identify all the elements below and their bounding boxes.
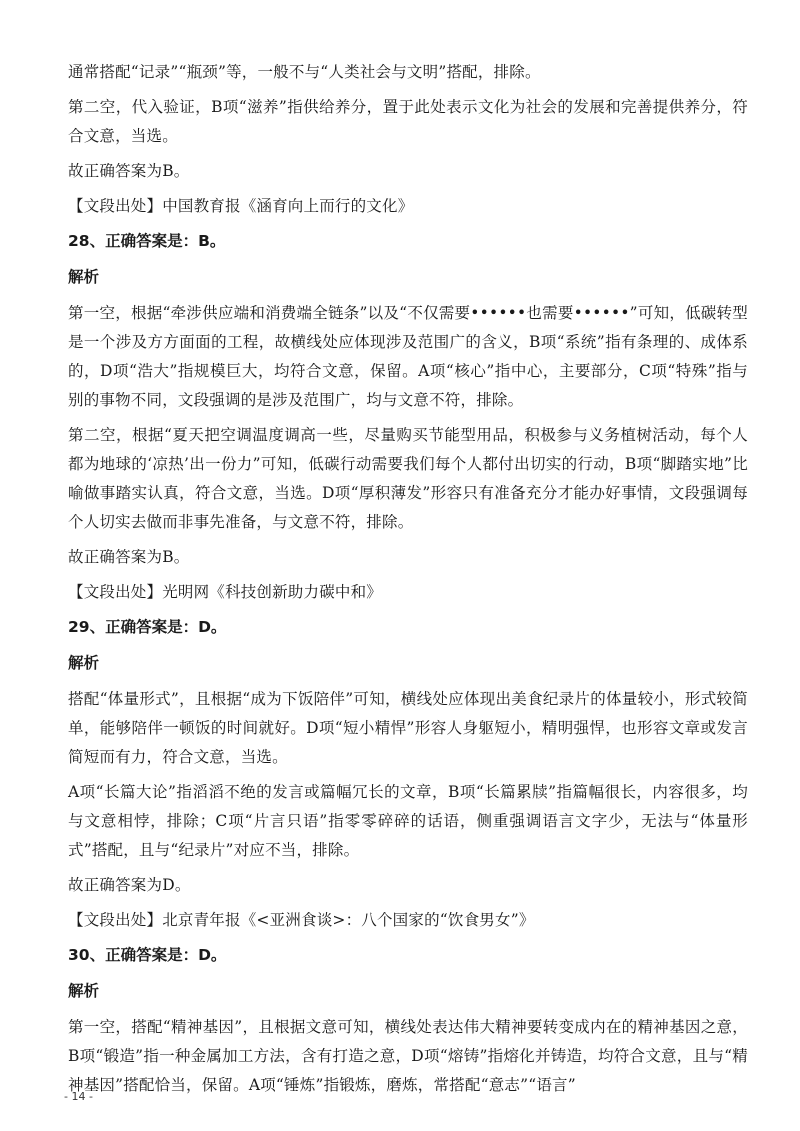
paragraph: 第一空，根据“牵涉供应端和消费端全链条”以及“不仅需要••••••也需要••••••”可知，低碳转型是一个涉及方方面面的工程，故横线处应体现涉及范围广的含义，B项“系统”指有条理的、成体系的，D项“浩大”指规模巨大，均符合文意，保留。A项“核心”指中心，主要部分，C项“特殊”指与别的事物不同，文段强调的是涉及范围广，均与文意不符，排除。 xyxy=(68,304,748,409)
paragraph: 故正确答案为B。 xyxy=(68,548,190,566)
source-citation: 【文段出处】光明网《科技创新助力碳中和》 xyxy=(68,583,383,601)
paragraph: 故正确答案为B。 xyxy=(68,162,190,180)
source-citation: 【文段出处】中国教育报《涵育向上而行的文化》 xyxy=(68,197,414,215)
paragraph: A项“长篇大论”指滔滔不绝的发言或篇幅冗长的文章，B项“长篇累牍”指篇幅很长，内容很多，均与文意相悖，排除；C项“片言只语”指零零碎碎的话语，侧重强调语言文字少，无法与“体量形式”搭配，且与“纪录片”对应不当，排除。 xyxy=(68,783,748,859)
answer-heading-29: 29、正确答案是：D。 xyxy=(68,618,227,636)
document-page xyxy=(68,58,748,1106)
paragraph: 通常搭配“记录”“瓶颈”等，一般不与“人类社会与文明”搭配，排除。 xyxy=(68,63,541,81)
paragraph: 第一空，搭配“精神基因”，且根据文意可知，横线处表达伟大精神要转变成内在的精神基因之意，B项“锻造”指一种金属加工方法，含有打造之意，D项“熔铸”指熔化并铸造，均符合文意，且与“精神基因”搭配恰当，保留。A项“锤炼”指锻炼，磨炼，常搭配“意志”“语言” xyxy=(68,1018,748,1094)
paragraph: 搭配“体量形式”，且根据“成为下饭陪伴”可知，横线处应体现出美食纪录片的体量较小，形式较简单，能够陪伴一顿饭的时间就好。D项“短小精悍”形容人身躯短小，精明强悍，也形容文章或发言简短而有力，符合文意，当选。 xyxy=(68,690,748,766)
analysis-label-28: 解析 xyxy=(68,268,100,286)
paragraph: 故正确答案为D。 xyxy=(68,876,191,894)
answer-heading-28: 28、正确答案是：B。 xyxy=(68,232,226,250)
answer-heading-30: 30、正确答案是：D。 xyxy=(68,946,227,964)
source-citation: 【文段出处】北京青年报《<亚洲食谈>：八个国家的“饮食男女”》 xyxy=(68,911,535,929)
analysis-label-29: 解析 xyxy=(68,654,100,672)
page-number: - 14 - xyxy=(64,1090,93,1103)
paragraph: 第二空，根据“夏天把空调温度调高一些，尽量购买节能型用品，积极参与义务植树活动，每个人都为地球的‘凉热’出一份力”可知，低碳行动需要我们每个人都付出切实的行动，B项“脚踏实地”比喻做事踏实认真，符合文意，当选。D项“厚积薄发”形容只有准备充分才能办好事情，文段强调每个人切实去做而非事先准备，与文意不符，排除。 xyxy=(68,426,748,531)
analysis-label-30: 解析 xyxy=(68,982,100,1000)
paragraph: 第二空，代入验证，B项“滋养”指供给养分，置于此处表示文化为社会的发展和完善提供养分，符合文意，当选。 xyxy=(68,98,748,145)
